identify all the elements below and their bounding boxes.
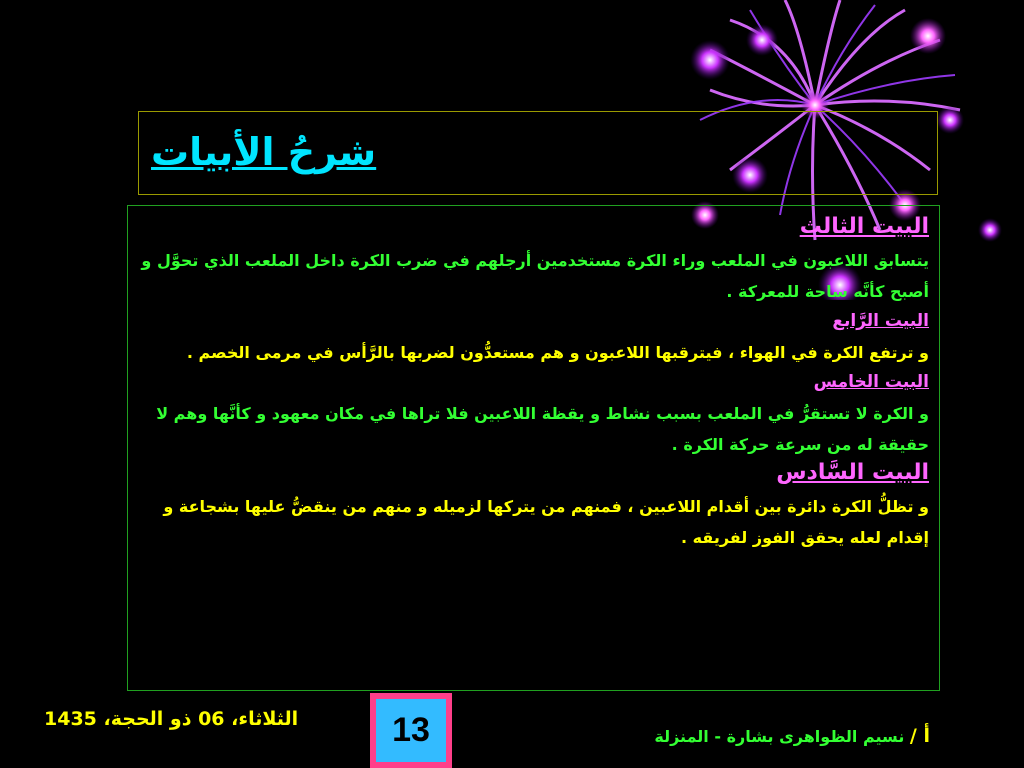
section-text-fourth: و ترتفع الكرة في الهواء ، فيترقبها اللاعبون و هم مستعدُّون لضربها بالرَّأس في مرمى الخصم . (186, 343, 929, 362)
footer-author (654, 725, 930, 747)
page-number-box (370, 693, 452, 768)
author-prefix: أ / (909, 725, 930, 747)
section-heading-third: البيت الثالث (799, 214, 929, 239)
title-box (138, 111, 938, 195)
section-text-sixth: و تظلُّ الكرة دائرة بين أقدام اللاعبين ، فمنهم من يتركها لزميله و منهم من ينقضُّ عليها بشجاعة و إقدام لعله يحقق الفوز لفريقه . (163, 497, 929, 547)
section-text-third: يتسابق اللاعبون في الملعب وراء الكرة مستخدمين أرجلهم في ضرب الكرة داخل الملعب الذي تحوَّل و أصبح كأنَّه ساحة للمعركة . (141, 251, 929, 301)
page-number: 13 (376, 699, 446, 762)
footer-date: الثلاثاء، 06 ذو الحجة، 1435 (44, 708, 299, 730)
author-name: نسيم الظواهرى بشارة - المنزلة (654, 727, 905, 746)
section-heading-sixth: البيت السَّادس (776, 460, 929, 485)
content-box (127, 205, 940, 691)
section-heading-fourth: البيت الرَّابع (832, 311, 929, 331)
section-text-fifth: و الكرة لا تستقرُّ في الملعب بسبب نشاط و يقظة اللاعبين فلا تراها في مكان معهود و كأنَّها وهم لا حقيقة له من سرعة حركة الكرة . (156, 404, 929, 454)
slide-title: شرحُ الأبيات (151, 130, 377, 174)
section-heading-fifth: البيت الخامس (813, 372, 929, 392)
